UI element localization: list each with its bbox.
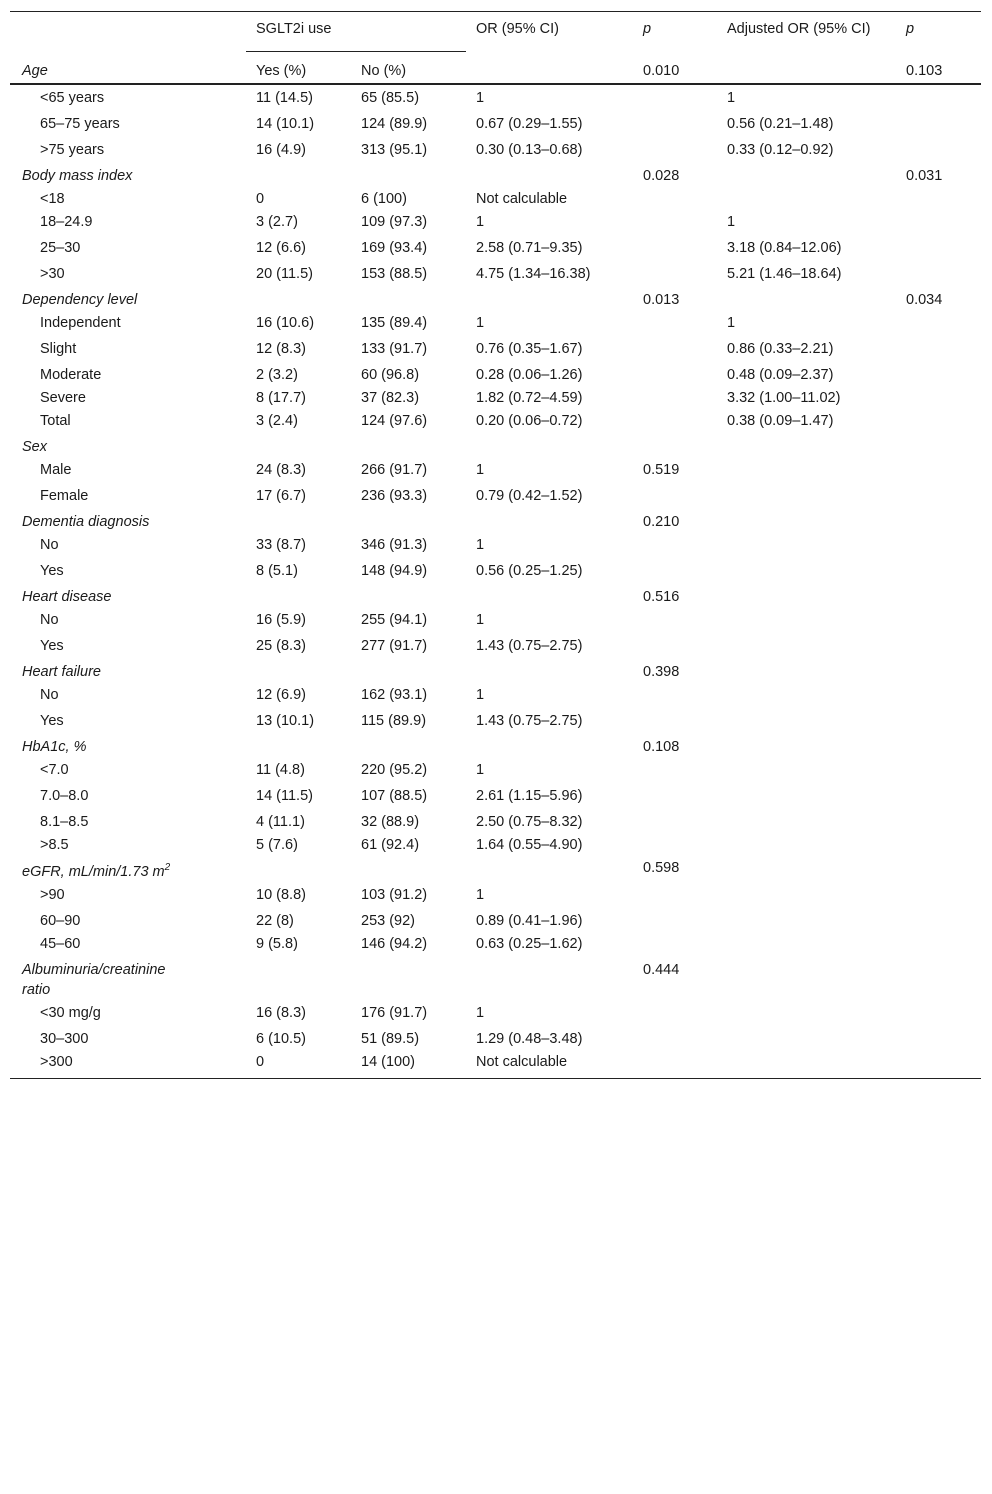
header-age: Age xyxy=(10,52,246,85)
table-row: <65 years 11 (14.5) 65 (85.5) 1 1 xyxy=(40,90,736,106)
table-row: 60–90 22 (8) 253 (92) 0.89 (0.41–1.96) xyxy=(40,912,583,929)
table-row: <18 0 6 (100) Not calculable xyxy=(40,191,568,207)
table-row: Yes 8 (5.1) 148 (94.9) 0.56 (0.25–1.25) xyxy=(40,563,583,579)
table-row: 45–60 9 (5.8) 146 (94.2) 0.63 (0.25–1.62) xyxy=(40,935,583,952)
header-sglt2i-use: SGLT2i use xyxy=(246,12,466,52)
header-no: No (%) xyxy=(351,52,466,85)
table-row: >8.5 5 (7.6) 61 (92.4) 1.64 (0.55–4.90) xyxy=(40,837,583,853)
table-row: <7.0 11 (4.8) 220 (95.2) 1 xyxy=(40,762,485,778)
table-row: Yes 13 (10.1) 115 (89.9) 1.43 (0.75–2.75) xyxy=(40,713,583,729)
category-row: Sex xyxy=(22,439,47,455)
table-row: Total 3 (2.4) 124 (97.6) 0.20 (0.06–0.72) 0.38 (0.09–1.47) xyxy=(40,413,834,429)
table-row: <30 mg/g 16 (8.3) 176 (91.7) 1 xyxy=(40,1004,485,1021)
header-adjusted-p: p xyxy=(896,12,981,52)
table-row: Moderate 2 (3.2) 60 (96.8) 0.28 (0.06–1.26) 0.48 (0.09–2.37) xyxy=(40,367,834,383)
header-adjusted-or: Adjusted OR (95% CI) xyxy=(717,12,896,52)
category-row: Dementia diagnosis 0.210 xyxy=(22,514,680,530)
header-p: p xyxy=(633,12,717,52)
table-row: 18–24.9 3 (2.7) 109 (97.3) 1 1 xyxy=(40,214,736,230)
table-row: 7.0–8.0 14 (11.5) 107 (88.5) 2.61 (1.15–5.96) xyxy=(40,788,583,804)
table-row: 30–300 6 (10.5) 51 (89.5) 1.29 (0.48–3.48) xyxy=(40,1030,583,1047)
header-yes: Yes (%) xyxy=(246,52,351,85)
header-empty xyxy=(10,12,246,52)
table-row: >30 20 (11.5) 153 (88.5) 4.75 (1.34–16.38) 5.21 (1.46–18.64) xyxy=(40,266,842,282)
table-row: Female 17 (6.7) 236 (93.3) 0.79 (0.42–1.52) xyxy=(40,488,583,504)
results-table-container xyxy=(10,11,981,1079)
table-row: 65–75 years 14 (10.1) 124 (89.9) 0.67 (0.29–1.55) 0.56 (0.21–1.48) xyxy=(40,116,834,132)
category-row: Body mass index 0.028 0.031 xyxy=(22,168,943,184)
category-row: Albuminuria/creatinine ratio 0.444 xyxy=(22,961,680,998)
table-row: 25–30 12 (6.6) 169 (93.4) 2.58 (0.71–9.35) 3.18 (0.84–12.06) xyxy=(40,240,842,256)
category-row: eGFR, mL/min/1.73 $m^2$ 0.598 xyxy=(22,860,680,880)
table-row: 8.1–8.5 4 (11.1) 32 (88.9) 2.50 (0.75–8.32) xyxy=(40,814,583,830)
table-row: Yes 25 (8.3) 277 (91.7) 1.43 (0.75–2.75) xyxy=(40,638,583,654)
table-row: No 33 (8.7) 346 (91.3) 1 xyxy=(40,537,485,553)
header-row-2 xyxy=(10,52,981,85)
table-row: Male 24 (8.3) 266 (91.7) 1 0.519 xyxy=(40,462,680,478)
table-row: >75 years 16 (4.9) 313 (95.1) 0.30 (0.13–0.68) 0.33 (0.12–0.92) xyxy=(40,142,834,158)
age-p: 0.010 xyxy=(633,52,717,85)
header-or: OR (95% CI) xyxy=(466,12,633,52)
table-row: Slight 12 (8.3) 133 (91.7) 0.76 (0.35–1.67) 0.86 (0.33–2.21) xyxy=(40,341,834,357)
table-row: >90 10 (8.8) 103 (91.2) 1 xyxy=(40,886,485,903)
table-row: No 16 (5.9) 255 (94.1) 1 xyxy=(40,612,485,628)
category-row: Dependency level 0.013 0.034 xyxy=(22,292,943,308)
category-row: HbA1c, % 0.108 xyxy=(22,739,680,755)
table-row: >300 0 14 (100) Not calculable xyxy=(10,1049,981,1079)
table-row: Independent 16 (10.6) 135 (89.4) 1 1 xyxy=(40,315,736,331)
sglt2i-odds-ratio-table xyxy=(10,11,981,1079)
header-row-1 xyxy=(10,12,981,52)
table-row: No 12 (6.9) 162 (93.1) 1 xyxy=(40,687,485,703)
age-adjusted-p: 0.103 xyxy=(896,52,981,85)
category-row: Heart disease 0.516 xyxy=(22,589,680,605)
table-row: Severe 8 (17.7) 37 (82.3) 1.82 (0.72–4.59) 3.32 (1.00–11.02) xyxy=(40,390,841,406)
category-row: Heart failure 0.398 xyxy=(22,664,680,680)
